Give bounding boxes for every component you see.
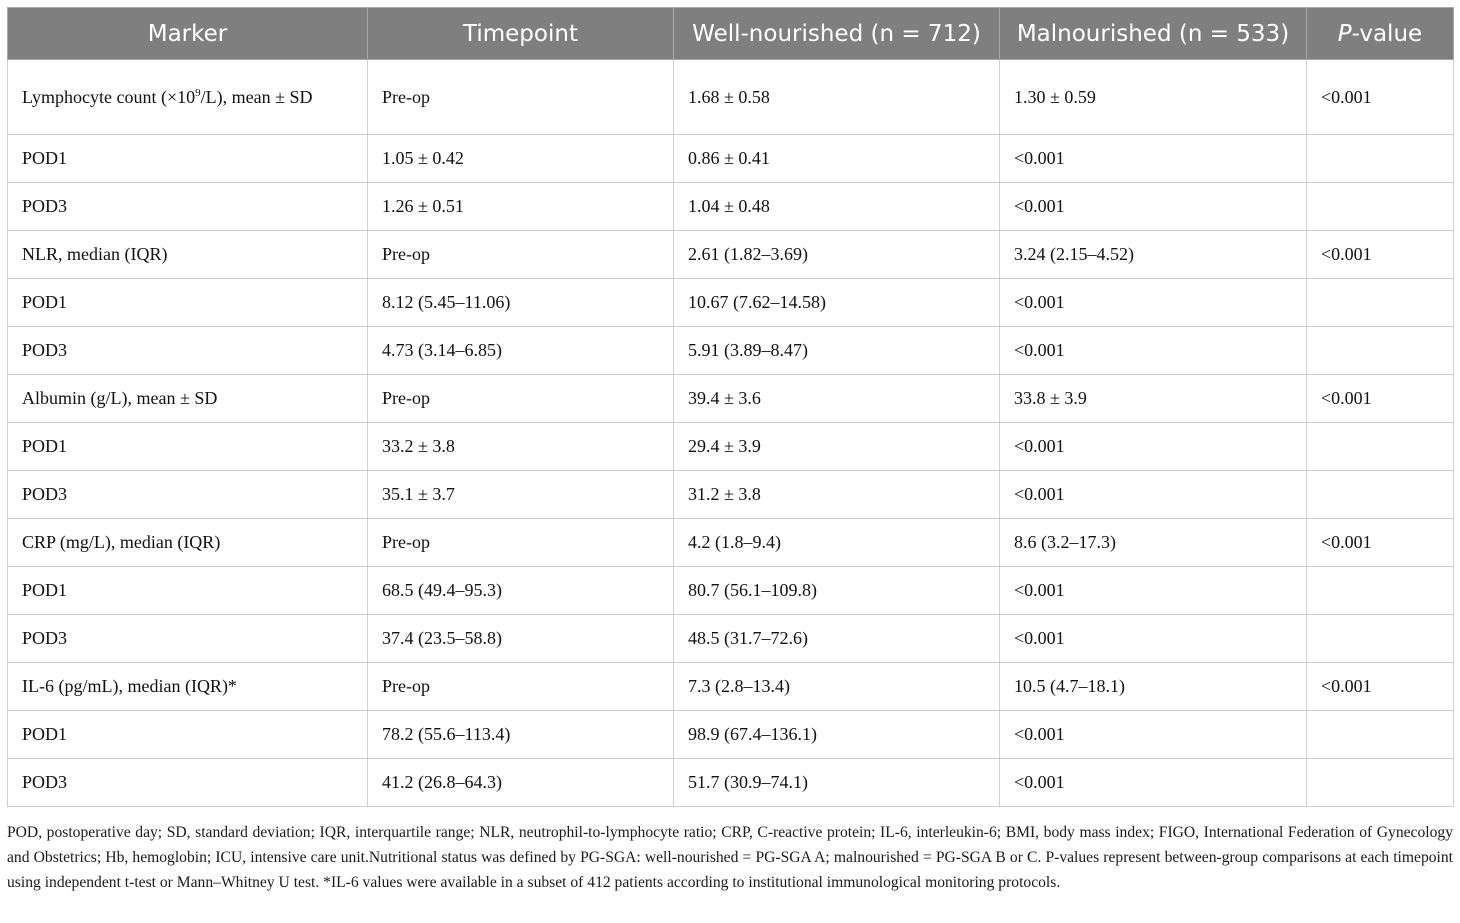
table-cell (1307, 423, 1454, 471)
table-cell: POD1 (8, 135, 368, 183)
table-cell: POD1 (8, 711, 368, 759)
table-row (8, 519, 1454, 567)
table-cell: 0.86 ± 0.41 (674, 135, 1000, 183)
table-cell: POD3 (8, 327, 368, 375)
table-cell: 33.2 ± 3.8 (368, 423, 674, 471)
table-cell (1307, 471, 1454, 519)
table-cell: 1.26 ± 0.51 (368, 183, 674, 231)
table-cell: 78.2 (55.6–113.4) (368, 711, 674, 759)
marker-cell: IL-6 (pg/mL), median (IQR)* (8, 663, 368, 711)
table-cell (1307, 759, 1454, 807)
table-cell: <0.001 (1000, 567, 1307, 615)
table-cell: <0.001 (1000, 327, 1307, 375)
table-row (8, 375, 1454, 423)
table-cell: <0.001 (1000, 711, 1307, 759)
p-value-cell: <0.001 (1307, 663, 1454, 711)
table-row (8, 327, 1454, 375)
table-row (8, 471, 1454, 519)
malnourished-cell: 10.5 (4.7–18.1) (1000, 663, 1307, 711)
table-cell: 41.2 (26.8–64.3) (368, 759, 674, 807)
table-footnote: POD, postoperative day; SD, standard deviation; IQR, interquartile range; NLR, neutrophil-to-lymphocyte ratio; CRP, C-reactive protein; IL-6, interleukin-6; BMI, body mass index; FIGO, International Federation of Gynecology and Obstetrics; Hb, hemoglobin; ICU, intensive care unit.Nutritional status was defined by PG-SGA: well-nourished = PG-SGA A; malnourished = PG-SGA B or C. P-values represent between-group comparisons at each timepoint using independent t-test or Mann–Whitney U test. *IL-6 values were available in a subset of 412 patients according to institutional immunological monitoring protocols. (7, 824, 1453, 891)
table-row (8, 231, 1454, 279)
timepoint-cell: Pre-op (368, 663, 674, 711)
well-nourished-cell: 1.68 ± 0.58 (674, 60, 1000, 135)
p-value-cell: <0.001 (1307, 519, 1454, 567)
malnourished-cell: 3.24 (2.15–4.52) (1000, 231, 1307, 279)
well-nourished-cell: 4.2 (1.8–9.4) (674, 519, 1000, 567)
table-cell: 35.1 ± 3.7 (368, 471, 674, 519)
table-cell: 29.4 ± 3.9 (674, 423, 1000, 471)
header-p-italic: P (1337, 20, 1352, 47)
table-cell: <0.001 (1000, 471, 1307, 519)
table-cell: 10.67 (7.62–14.58) (674, 279, 1000, 327)
table-cell: 80.7 (56.1–109.8) (674, 567, 1000, 615)
table-cell: 98.9 (67.4–136.1) (674, 711, 1000, 759)
table-cell: POD1 (8, 423, 368, 471)
marker-text: Lymphocyte count (×10 (22, 86, 196, 107)
table-cell: 37.4 (23.5–58.8) (368, 615, 674, 663)
header-p-value (1307, 8, 1454, 60)
timepoint-cell: Pre-op (368, 519, 674, 567)
table-row (8, 615, 1454, 663)
table-cell: POD1 (8, 567, 368, 615)
table-header-row (8, 8, 1454, 60)
table-cell (1307, 183, 1454, 231)
header-marker: Marker (8, 8, 368, 60)
table-row (8, 663, 1454, 711)
table-cell (1307, 615, 1454, 663)
table-cell: 68.5 (49.4–95.3) (368, 567, 674, 615)
table-cell: <0.001 (1000, 759, 1307, 807)
table-row (8, 711, 1454, 759)
marker-superscript: 9 (195, 86, 201, 99)
marker-cell (8, 60, 368, 135)
table-row (8, 423, 1454, 471)
table-cell: <0.001 (1000, 183, 1307, 231)
table-cell: 8.12 (5.45–11.06) (368, 279, 674, 327)
timepoint-cell: Pre-op (368, 60, 674, 135)
table-cell: 5.91 (3.89–8.47) (674, 327, 1000, 375)
table-cell: 1.04 ± 0.48 (674, 183, 1000, 231)
marker-cell: Albumin (g/L), mean ± SD (8, 375, 368, 423)
table-cell (1307, 567, 1454, 615)
marker-cell: NLR, median (IQR) (8, 231, 368, 279)
table-cell: POD1 (8, 279, 368, 327)
table-cell: POD3 (8, 759, 368, 807)
table-row (8, 567, 1454, 615)
header-malnourished: Malnourished (n = 533) (1000, 8, 1307, 60)
table-row (8, 135, 1454, 183)
table-row (8, 759, 1454, 807)
results-table-container (7, 7, 1453, 807)
table-cell: <0.001 (1000, 135, 1307, 183)
marker-cell: CRP (mg/L), median (IQR) (8, 519, 368, 567)
timepoint-cell: Pre-op (368, 375, 674, 423)
p-value-cell: <0.001 (1307, 231, 1454, 279)
p-value-cell: <0.001 (1307, 60, 1454, 135)
table-cell (1307, 279, 1454, 327)
table-cell (1307, 711, 1454, 759)
table-cell: POD3 (8, 471, 368, 519)
table-cell (1307, 327, 1454, 375)
table-cell (1307, 135, 1454, 183)
marker-text-end: /L), mean ± SD (200, 86, 313, 107)
table-cell: <0.001 (1000, 615, 1307, 663)
table-cell: <0.001 (1000, 279, 1307, 327)
table-row (8, 60, 1454, 135)
header-well-nourished: Well-nourished (n = 712) (674, 8, 1000, 60)
table-cell: 1.05 ± 0.42 (368, 135, 674, 183)
header-p-suffix: -value (1351, 20, 1423, 47)
results-table (7, 7, 1454, 807)
malnourished-cell: 8.6 (3.2–17.3) (1000, 519, 1307, 567)
table-cell: 4.73 (3.14–6.85) (368, 327, 674, 375)
table-cell: POD3 (8, 615, 368, 663)
p-value-cell: <0.001 (1307, 375, 1454, 423)
timepoint-cell: Pre-op (368, 231, 674, 279)
well-nourished-cell: 2.61 (1.82–3.69) (674, 231, 1000, 279)
malnourished-cell: 33.8 ± 3.9 (1000, 375, 1307, 423)
well-nourished-cell: 7.3 (2.8–13.4) (674, 663, 1000, 711)
malnourished-cell: 1.30 ± 0.59 (1000, 60, 1307, 135)
header-timepoint: Timepoint (368, 8, 674, 60)
table-cell: POD3 (8, 183, 368, 231)
table-row (8, 279, 1454, 327)
table-cell: 51.7 (30.9–74.1) (674, 759, 1000, 807)
table-cell: 31.2 ± 3.8 (674, 471, 1000, 519)
well-nourished-cell: 39.4 ± 3.6 (674, 375, 1000, 423)
table-row (8, 183, 1454, 231)
table-cell: <0.001 (1000, 423, 1307, 471)
table-cell: 48.5 (31.7–72.6) (674, 615, 1000, 663)
